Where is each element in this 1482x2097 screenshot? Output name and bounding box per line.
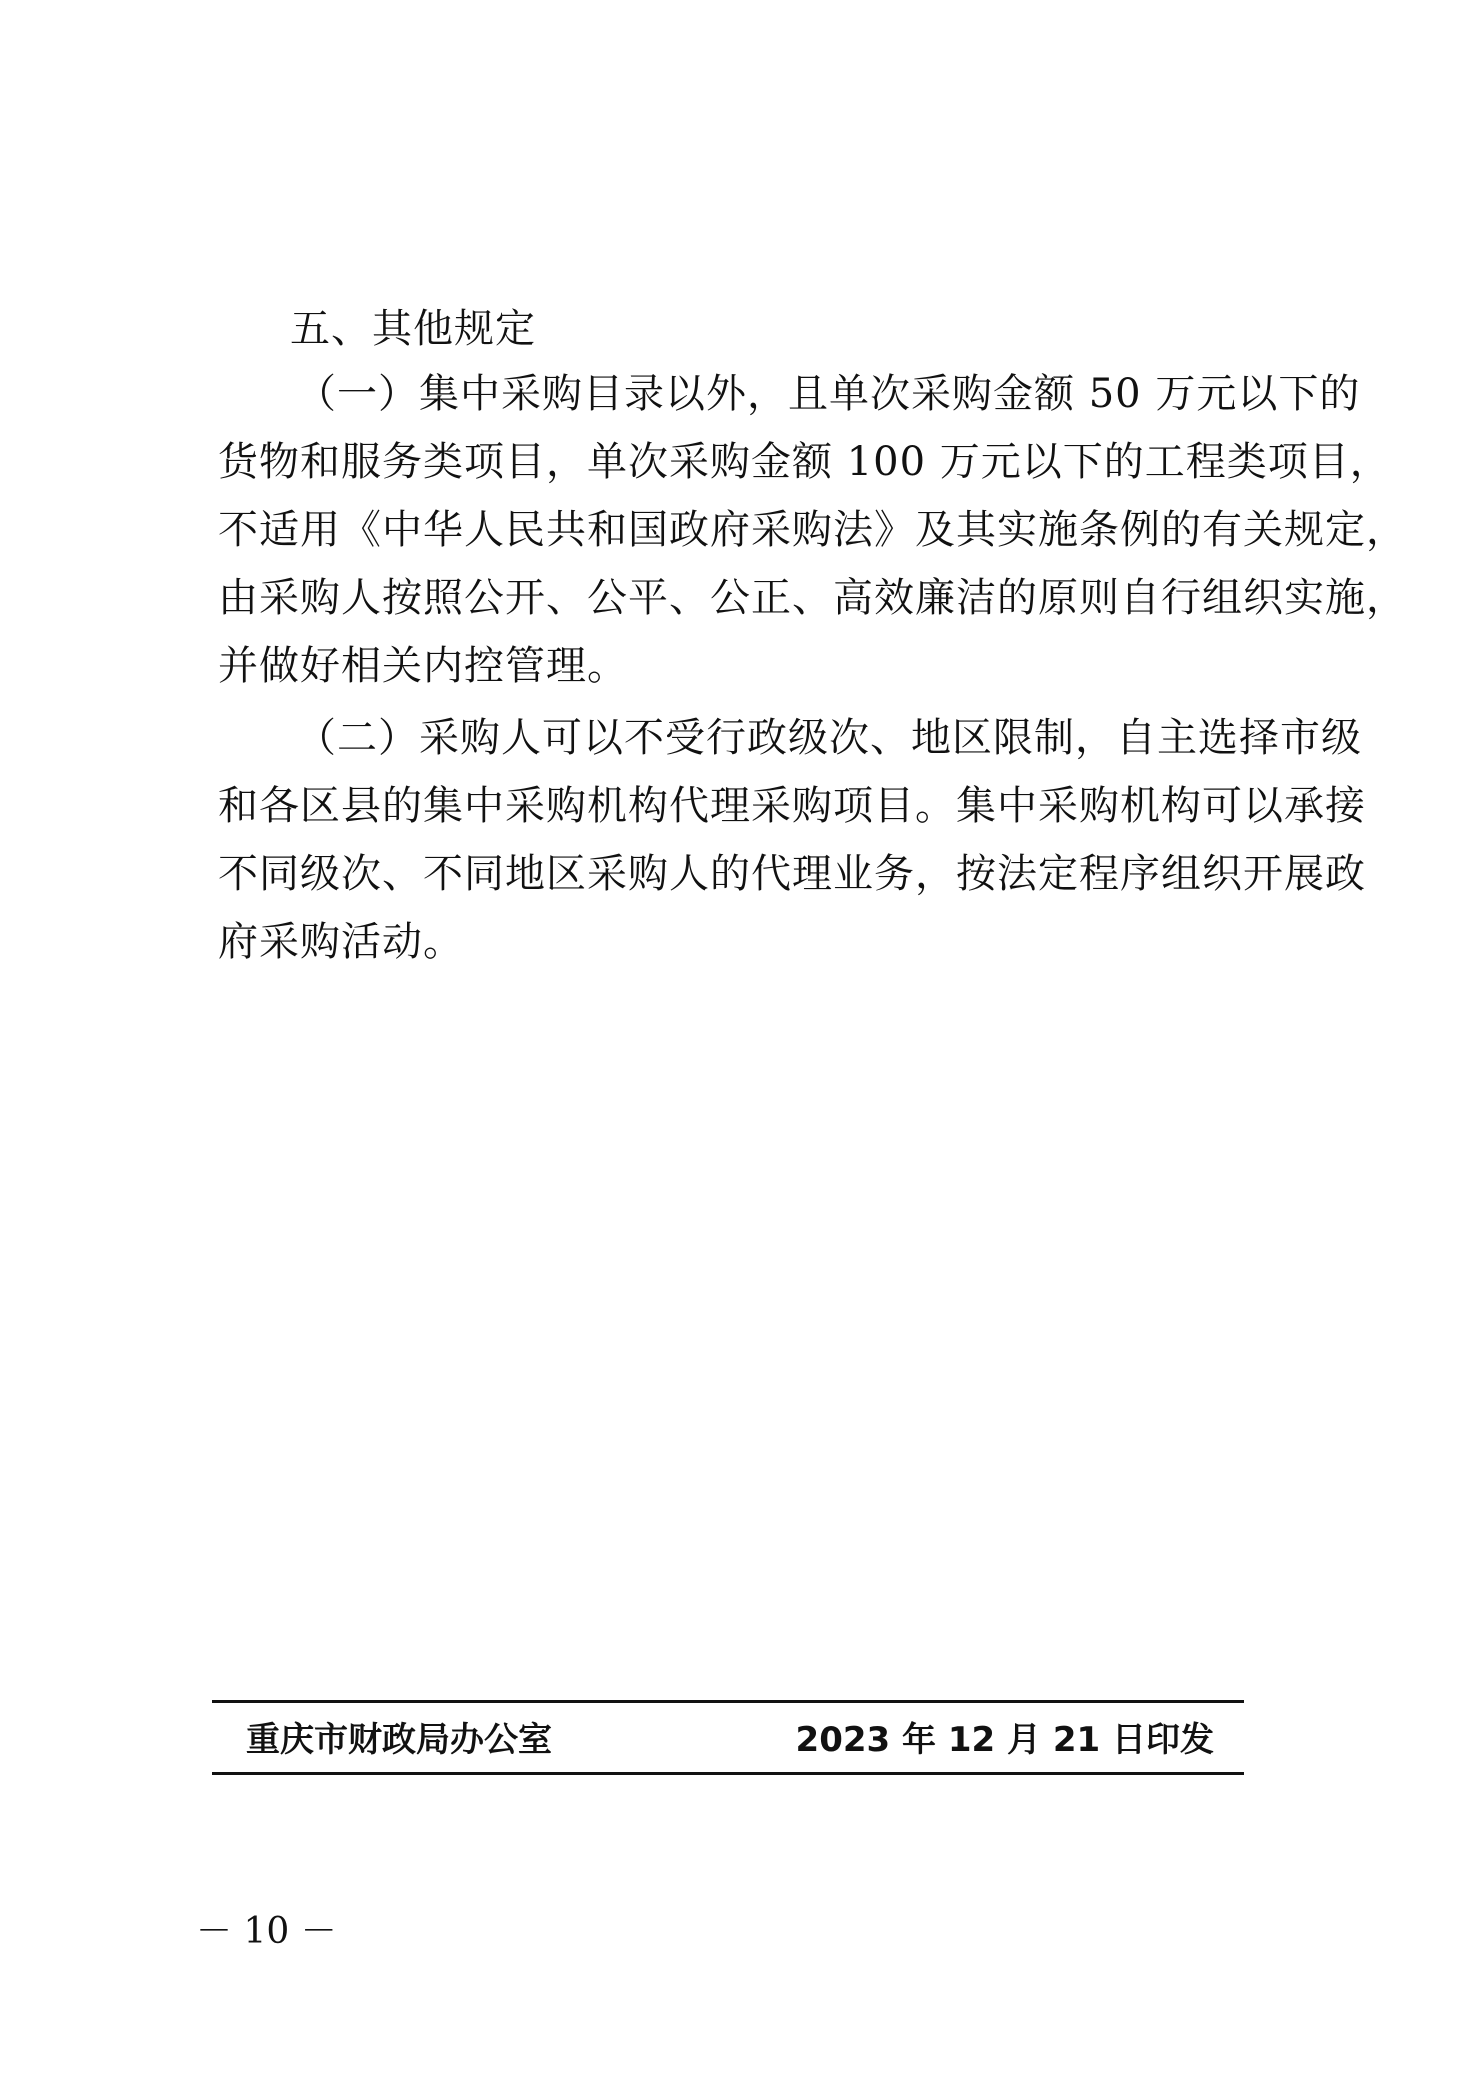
paragraph-2-line-3: 不同级次、不同地区采购人的代理业务，按法定程序组织开展政 [218,851,1366,897]
paragraph-1-line-1: （一）集中采购目录以外，且单次采购金额 50 万元以下的 [296,371,1361,417]
section-heading: 五、其他规定 [290,306,536,352]
paragraph-2-line-1: （二）采购人可以不受行政级次、地区限制，自主选择市级 [296,715,1362,761]
issue-date: 2023 年 12 月 21 日印发 [795,1720,1214,1760]
page-number: － 10 － [196,1911,337,1952]
footer-bottom-rule [212,1772,1244,1775]
paragraph-1-line-3: 不适用《中华人民共和国政府采购法》及其实施条例的有关规定， [218,507,1407,553]
paragraph-1-line-4: 由采购人按照公开、公平、公正、高效廉洁的原则自行组织实施， [218,575,1407,621]
paragraph-2-line-2: 和各区县的集中采购机构代理采购项目。集中采购机构可以承接 [218,783,1366,829]
paragraph-1-line-5: 并做好相关内控管理。 [218,643,628,689]
issuer-name: 重庆市财政局办公室 [246,1720,552,1760]
paragraph-1-line-2: 货物和服务类项目，单次采购金额 100 万元以下的工程类项目， [218,439,1391,485]
footer-top-rule [212,1700,1244,1703]
paragraph-2-line-4: 府采购活动。 [218,919,464,965]
